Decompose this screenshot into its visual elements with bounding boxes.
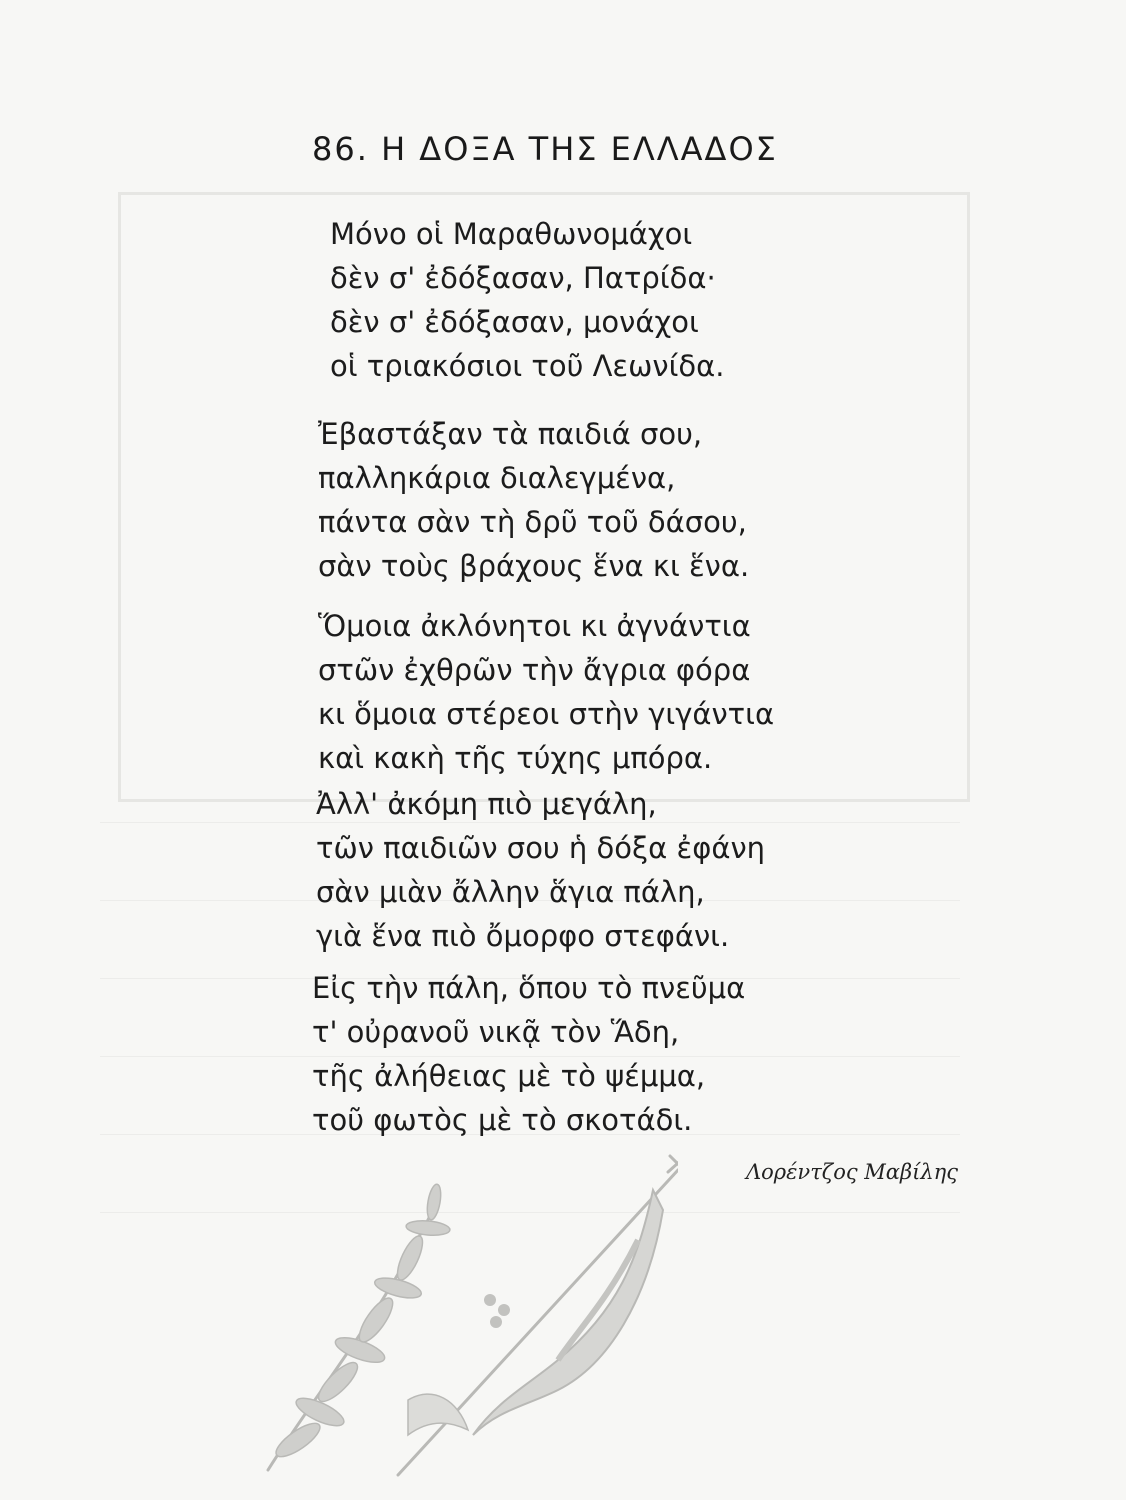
stanza-5 [312, 966, 745, 1142]
stanza-3 [318, 604, 774, 780]
poem-line: σὰν μιὰν ἄλλην ἅγια πάλη, [316, 875, 705, 909]
poem-line: κι ὅμοια στέρεοι στὴν γιγάντια [318, 697, 775, 731]
poem-line: στῶν ἐχθρῶν τὴν ἄγρια φόρα [318, 653, 751, 687]
poem-author: Λορέντζος Μαβίλης [746, 1160, 958, 1184]
poem-line: τῆς ἀλήθειας μὲ τὸ ψέμμα, [312, 1059, 706, 1093]
poem-line: Ἐβαστάξαν τὰ παιδιά σου, [318, 417, 703, 451]
poem-line: καὶ κακὴ τῆς τύχης μπόρα. [318, 741, 713, 775]
poem-line: Μόνο οἱ Μαραθωνομάχοι [330, 217, 693, 251]
poem-line: σὰν τοὺς βράχους ἕνα κι ἕνα. [318, 549, 750, 583]
poem-line: παλληκάρια διαλεγμένα, [318, 461, 676, 495]
stanza-2 [318, 412, 749, 588]
poem-line: δὲν σ' ἐδόξασαν, Πατρίδα· [330, 261, 716, 295]
stanza-1 [330, 212, 724, 388]
poem-line: πάντα σὰν τὴ δρῦ τοῦ δάσου, [318, 505, 747, 539]
poem-line: Ὅμοια ἀκλόνητοι κι ἀγνάντια [318, 609, 751, 643]
poem-line: τοῦ φωτὸς μὲ τὸ σκοτάδι. [312, 1103, 693, 1137]
poem-title: 86. Η ΔΟΞΑ ΤΗΣ ΕΛΛΑΔΟΣ [312, 130, 778, 168]
flag-and-laurel-illustration [258, 1150, 678, 1480]
poem-line: οἱ τριακόσιοι τοῦ Λεωνίδα. [330, 349, 725, 383]
poem-line: τῶν παιδιῶν σου ἡ δόξα ἐφάνη [316, 831, 766, 865]
stanza-4 [316, 782, 765, 958]
poem-line: γιὰ ἕνα πιὸ ὄμορφο στεφάνι. [316, 919, 730, 953]
poem-line: Ἀλλ' ἀκόμη πιὸ μεγάλη, [316, 787, 657, 821]
poem-line: Εἰς τὴν πάλη, ὅπου τὸ πνεῦμα [312, 971, 746, 1005]
poem-line: δὲν σ' ἐδόξασαν, μονάχοι [330, 305, 699, 339]
poem-line: τ' οὐρανοῦ νικᾷ τὸν Ἅδη, [312, 1015, 680, 1049]
